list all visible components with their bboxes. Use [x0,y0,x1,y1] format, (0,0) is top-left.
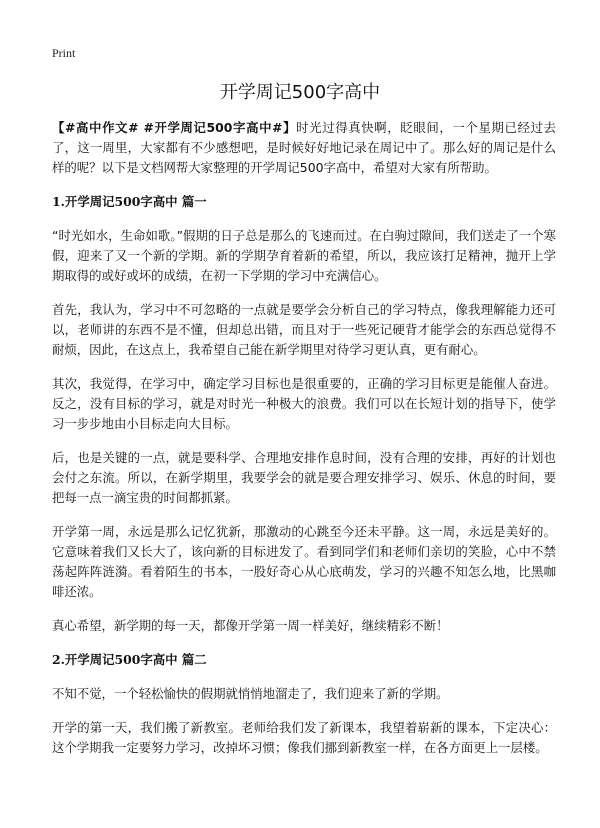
article-body [52,118,556,772]
section-1-paragraph-4: 后，也是关键的一点，就是要科学、合理地安排作息时间，没有合理的安排，再好的计划也会付之东流。所以，在新学期里，我要学会的就是要合理安排学习、娱乐、休息的时间，要把每一点一滴宝贵的时间都抓紧。 [52,450,556,505]
section-1-paragraph-3: 其次，我觉得，在学习中，确定学习目标也是很重要的，正确的学习目标更是能催人奋进。反之，没有目标的学习，就是对时光一种极大的浪费。我们可以在长短计划的指导下，使学习一步步地由小目标走向大目标。 [52,376,556,431]
section-1-paragraph-5: 开学第一周，永远是那么记忆犹新，那激动的心跳至今还未平静。这一周，永远是美好的。它意味着我们又长大了，该向新的目标进发了。看到同学们和老师们亲切的笑脸，心中不禁荡起阵阵涟漪。看着陌生的书本，一股好奇心从心底萌发，学习的兴趣不知怎么地，比黑咖啡还浓。 [52,524,556,599]
intro-tags: 【#高中作文# #开学周记500字高中#】 [52,120,297,135]
intro-paragraph [52,118,556,178]
section-2-paragraph-1: 不知不觉，一个轻松愉快的假期就悄悄地溜走了，我们迎来了新的学期。 [52,686,449,701]
section-heading-1: 1.开学周记500字高中 篇一 [52,194,207,209]
section-1-paragraph-2: 首先，我认为，学习中不可忽略的一点就是要学会分析自己的学习特点，像我理解能力还可以，老师讲的东西不是不懂，但却总出错，而且对于一些死记硬背才能学会的东西总觉得不耐烦，因此，在这点上，我希望自己能在新学期里对待学习更认真，更有耐心。 [52,302,556,357]
section-1-paragraph-1: “时光如水，生命如歌。”假期的日子总是那么的飞速而过。在白驹过隙间，我们送走了一个寒假，迎来了又一个新的学期。新的学期孕育着新的希望，所以，我应该打足精神，抛开上学期取得的或好或坏的成绩，在初一下学期的学习中充满信心。 [52,228,556,283]
section-1-paragraph-6: 真心希望，新学期的每一天，都像开学第一周一样美好，继续精彩不断！ [52,618,449,633]
page-title: 开学周记500字高中 [219,82,381,103]
section-2-paragraph-2: 开学的第一天，我们搬了新教室。老师给我们发了新课本，我望着崭新的课本，下定决心：这个学期我一定要努力学习，改掉坏习惯；像我们挪到新教室一样，在各方面更上一层楼。 [52,720,556,755]
intro-text: 时光过得真快啊，眨眼间，一个星期已经过去了，这一周里，大家都有不少感想吧，是时候好好地记录在周记中了。那么好的周记是什么样的呢？以下是文档网帮大家整理的开学周记500字高中，希望对大家有所帮助。 [52,120,556,175]
print-link[interactable]: Print [52,46,76,60]
section-heading-2: 2.开学周记500字高中 篇二 [52,652,207,667]
